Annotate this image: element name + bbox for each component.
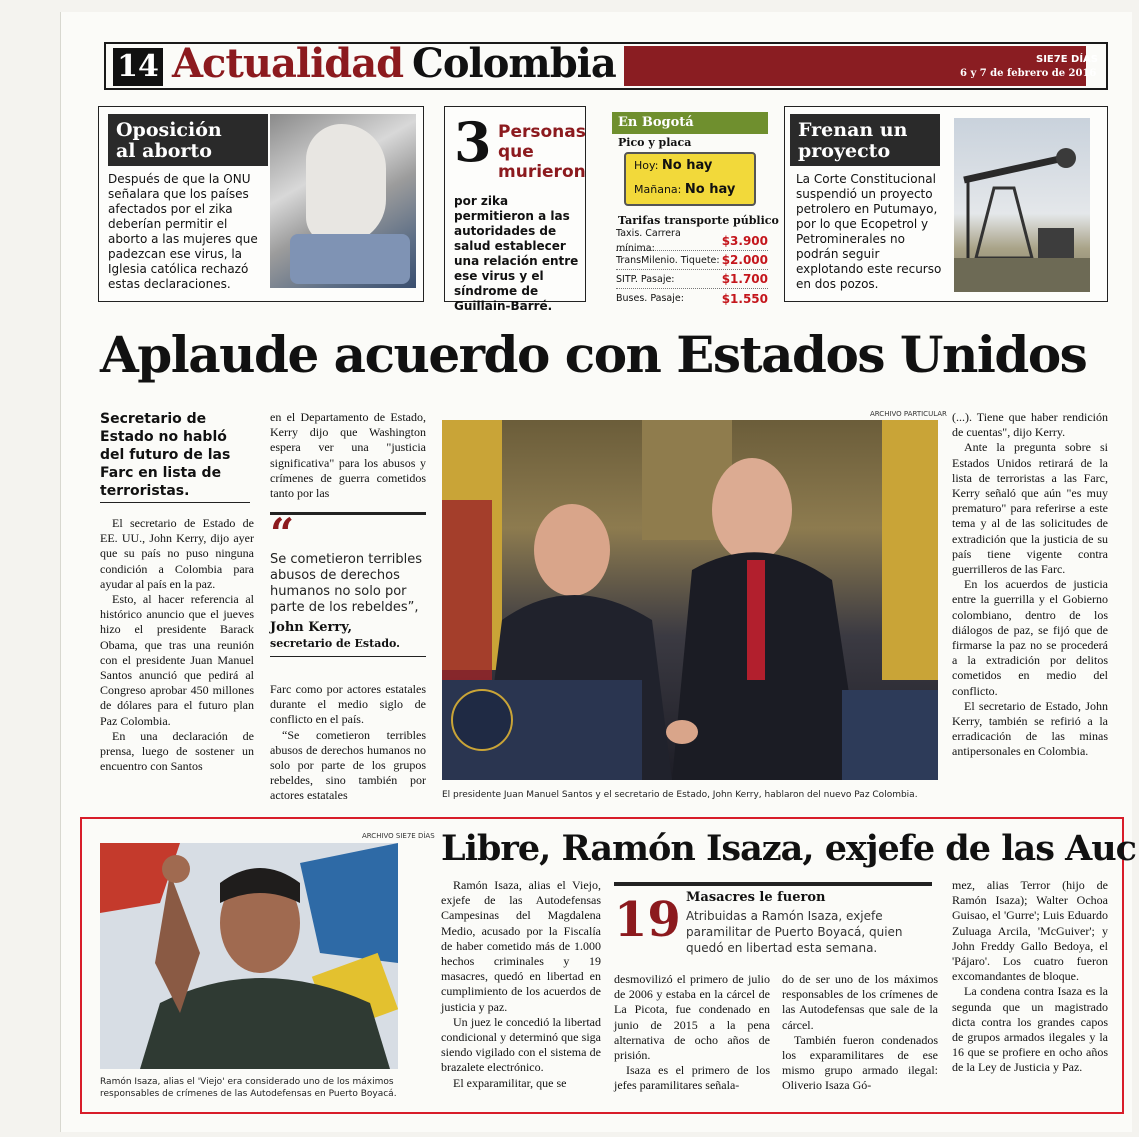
santos-kerry-photo — [442, 420, 938, 780]
brief-frenan-text: La Corte Constitucional suspendió un proyecto petrolero en Putumayo, por lo que Ecopetrol y Petrominerales no podrán seguir explotando este recurso en dos pozos. — [796, 172, 942, 291]
hoy-label: Hoy: — [634, 159, 659, 172]
main-headline: Aplaude acuerdo con Estados Unidos — [100, 325, 1087, 384]
pregnant-woman-photo — [270, 114, 416, 288]
brief-frenan-title: Frenan un proyecto — [790, 114, 940, 166]
license-plate-panel — [624, 152, 756, 206]
fact-title: Masacres le fueron — [686, 890, 826, 905]
bogota-title: En Bogotá — [612, 112, 768, 134]
oil-pump-icon — [954, 118, 1090, 292]
brief-oposicion-title: Oposición al aborto — [108, 114, 268, 166]
issue-date: 6 y 7 de febrero de 2016 — [960, 68, 1097, 79]
second-headline: Libre, Ramón Isaza, exjefe de las Auc — [441, 828, 1136, 869]
brief-personas-title: Personas que murieron — [498, 122, 586, 182]
header-bar — [624, 46, 1086, 86]
second-col4: mez, alias Terror (hijo de Ramón Isaza); Walter Ochoa Guisao, el 'Gurre'; Luis Eduardo Zuluaga Arcila, 'McGuiver'; y John Freddy Gallo Bedoya, el 'Pájaro'. Los cuatro fueron excomandantes de bloque. La condena contra Isaza es la segunda que un magistrado dicta contra los grandes capos de grupos armados ilegales y la 16 que se profiere en ocho años de la Ley de Justicia y Paz. — [952, 878, 1108, 1075]
hoy-value: No hay — [661, 158, 713, 173]
brand-logo: SIE7E DÍAS — [1036, 54, 1098, 65]
second-col2: desmovilizó el primero de julio de 2006 y estaba en la cárcel de La Picota, fue condenado en junio de 2015 a la pena alternativa de ocho años de prisión. Isaza es el primero de los jefes paramilitares señala- — [614, 972, 770, 1093]
second-col1: Ramón Isaza, alias el Viejo, exjefe de las Autodefensas Campesinas del Magdalena Medio, acusado por la Fiscalía de haber cometido más de 1.000 hechos criminales y 19 masacres, quedó en libertad en cumplimiento de los acuerdos de justicia y paz. Un juez le concedió la libertad condicional y determinó que siga siendo vigilado con el sistema de brazalete electrónico. El exparamilitar, que se — [441, 878, 601, 1090]
oil-pump-photo — [954, 118, 1090, 292]
pico-placa-label: Pico y placa — [618, 136, 692, 149]
main-col2-bottom: Farc como por actores estatales durante el medio siglo de conflicto en el país. “Se cometieron terribles abusos de derechos humanos no solo por parte de los grupos rebeldes, sino también por actores estatales — [270, 682, 426, 803]
manana-label: Mañana: — [634, 183, 682, 196]
second-photo-credit: ARCHIVO SIE7E DÍAS — [362, 832, 435, 840]
tarifa-row: Taxis. Carrera mínima: $3.900 — [616, 228, 768, 254]
main-photo-credit: ARCHIVO PARTICULAR — [870, 410, 947, 418]
handshake-illustration — [442, 420, 938, 780]
main-col3: (...). Tiene que haber rendición de cuentas", dijo Kerry. Ante la pregunta sobre si Estados Unidos retirará de la lista de terroristas a las Farc, Kerry señaló que aún "es muy prematuro" para referirse a este tema y al de las solicitudes de extradición que la justicia de su país tiene vigente contra guerrilleros de las Farc. En los acuerdos de justicia entre la guerrilla y el Gobierno colombiano, dentro de los diálogos de paz, se fijó que de firmarse la paz no se procederá a la extradición por delitos cometidos en medio del conflicto. El secretario de Estado, John Kerry, también se refirió a la erradicación de las minas antipersonales en Colombia. — [952, 410, 1108, 759]
lead-divider — [100, 502, 250, 503]
tarifas-title: Tarifas transporte público — [618, 214, 779, 227]
quote-author: John Kerry, — [270, 620, 353, 635]
quote-mark: “ — [270, 509, 295, 558]
main-col2-top: en el Departamento de Estado, Kerry dijo que Washington espera ver una "justicia significativa" para los abusos y crímenes de guerra cometidos tanto por las — [270, 410, 426, 501]
brief-oposicion-text: Después de que la ONU señalara que los países afectados por el zika deberían permitir el aborto a las mujeres que padezcan ese virus, la Iglesia católica rechazó estas declaraciones. — [108, 172, 258, 291]
second-photo-caption: Ramón Isaza, alias el 'Viejo' era considerado uno de los máximos responsables de crímenes de las Autodefensas en Puerto Boyacá. — [100, 1077, 397, 1099]
fact-rule — [614, 882, 932, 886]
main-photo-caption: El presidente Juan Manuel Santos y el secretario de Estado, John Kerry, hablaron del nuevo Paz Colombia. — [442, 790, 918, 800]
isaza-illustration — [100, 843, 398, 1069]
second-col3: do de ser uno de los máximos responsables de los crímenes de las Autodefensas que sale de la cárcel. También fueron condenados los exparamilitares de ese mismo grupo armado ilegal: Oliverio Isaza Gó- — [782, 972, 938, 1093]
fact-text: Atribuidas a Ramón Isaza, exjefe paramilitar de Puerto Boyacá, quien quedó en libertad esta semana. — [686, 909, 903, 955]
section-title-red: Actualidad — [172, 40, 404, 87]
tarifa-row: TransMilenio. Tiquete: $2.000 — [616, 251, 768, 270]
tarifas-list — [616, 228, 768, 308]
brief-personas-number: 3 — [454, 110, 492, 174]
quote-role: secretario de Estado. — [270, 637, 401, 650]
main-col1: El secretario de Estado de EE. UU., John Kerry, dijo ayer que su país no puso ninguna condición a Colombia para ayudar al país en la paz. Esto, al hacer referencia al histórico anuncio que el jueves hizo el presidente Barack Obama, que tras una reunión con el presidente Juan Manuel Santos anunció que pedirá al Congreso aprobar 450 millones de dólares para el futuro plan Paz Colombia. En una declaración de prensa, luego de sostener un encuentro con Santos — [100, 516, 254, 774]
pull-quote: Se cometieron terribles abusos de derechos humanos no solo por parte de los rebeldes”, — [270, 552, 423, 615]
page-number: 14 — [113, 48, 163, 86]
fact-number: 19 — [614, 892, 681, 948]
manana-value: No hay — [684, 182, 736, 197]
tarifa-row: Buses. Pasaje: $1.550 — [616, 291, 768, 306]
quote-bottom-rule — [270, 656, 426, 657]
isaza-photo — [100, 843, 398, 1069]
brief-personas-text: por zika permitieron a las autoridades de salud establecer una relación entre ese virus y el síndrome de Guillain-Barré. — [454, 194, 579, 313]
main-lead: Secretario de Estado no habló del futuro de las Farc en lista de terroristas. — [100, 411, 231, 499]
tarifa-row: SITP. Pasaje: $1.700 — [616, 270, 768, 289]
section-title-black: Colombia — [412, 40, 616, 87]
